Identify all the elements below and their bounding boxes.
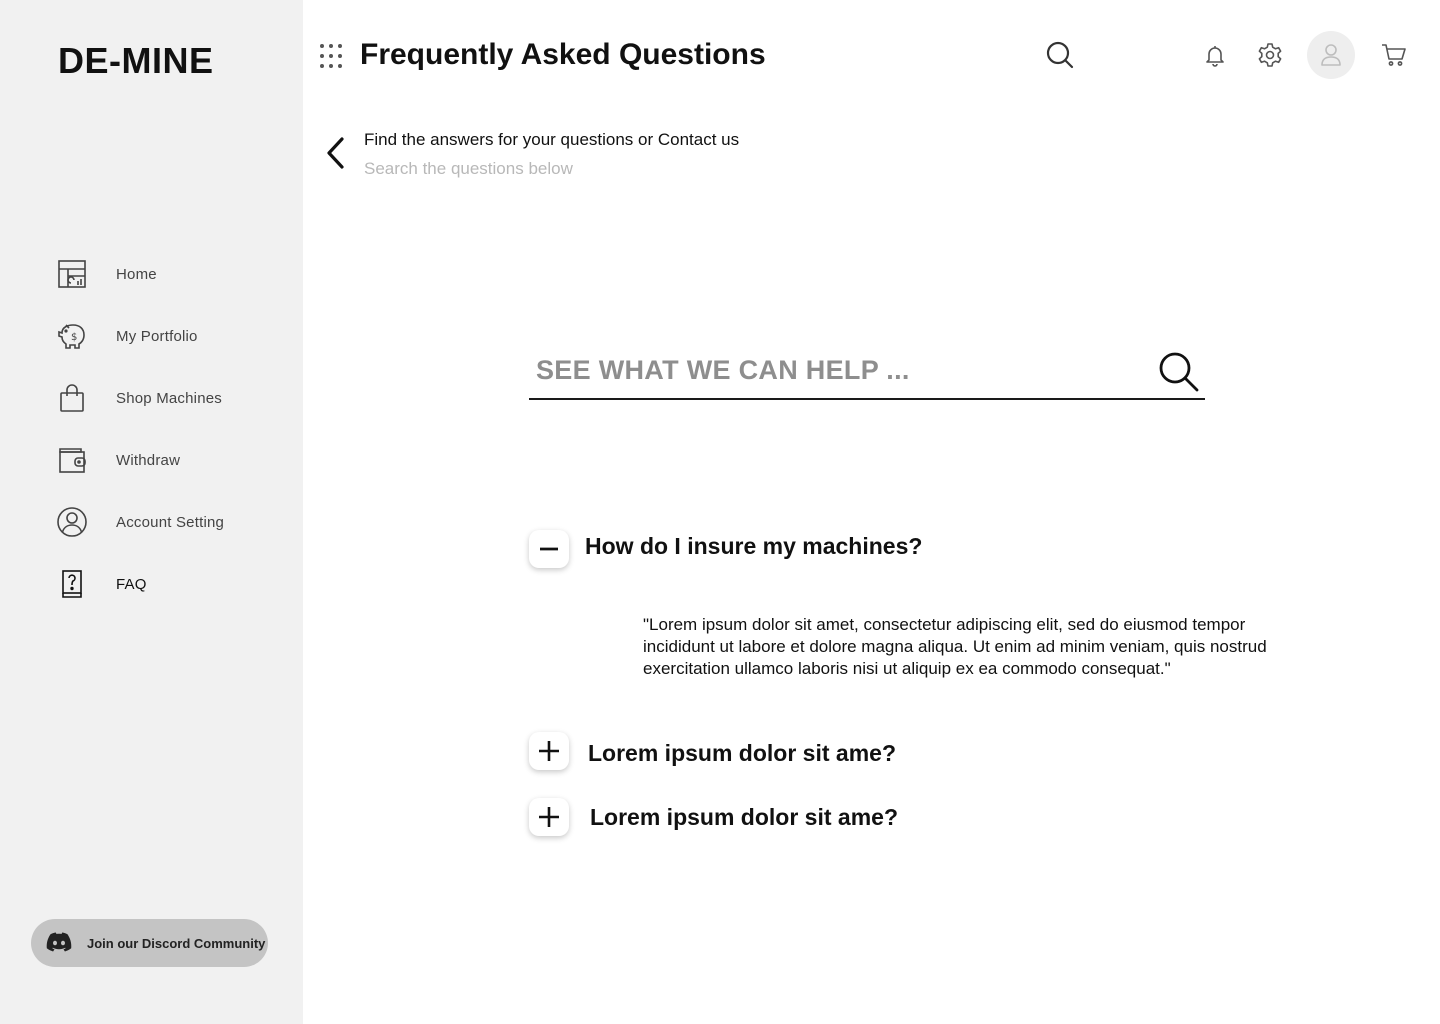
sidebar-item-home[interactable] [56, 248, 276, 300]
top-bar [303, 0, 1440, 110]
sidebar-item-label: FAQ [116, 575, 147, 593]
shopping-bag-icon [56, 382, 88, 414]
sidebar-item-shop-machines[interactable] [56, 372, 276, 424]
faq-search-input[interactable] [529, 348, 1139, 392]
faq-question[interactable]: Lorem ipsum dolor sit ame? [588, 740, 896, 766]
user-avatar-button[interactable] [1307, 31, 1355, 79]
back-chevron-icon[interactable] [323, 136, 349, 170]
faq-question[interactable]: How do I insure my machines? [585, 533, 923, 559]
piggy-bank-icon [56, 320, 88, 352]
sidebar-item-account-setting[interactable] [56, 496, 276, 548]
search-icon[interactable] [1045, 40, 1075, 70]
collapse-toggle-button[interactable] [529, 530, 569, 568]
discord-community-button[interactable] [31, 919, 268, 967]
intro-heading: Find the answers for your questions or Contact us [364, 130, 740, 149]
discord-button-label: Join our Discord Community [87, 935, 266, 951]
brand-logo[interactable]: DE-MINE [58, 40, 214, 81]
sidebar-item-my-portfolio[interactable] [56, 310, 276, 362]
discord-icon [46, 931, 72, 955]
wallet-icon [56, 444, 88, 476]
sidebar-item-faq[interactable] [56, 558, 276, 610]
faq-answer: "Lorem ipsum dolor sit amet, consectetur adipiscing elit, sed do eiusmod tempor incididunt ut labore et dolore magna aliqua. Ut enim ad minim veniam, quis nostrud exercitation ullamco laboris nisi ut aliquip ex ea commodo consequat." [643, 615, 1267, 678]
plus-icon [538, 806, 560, 828]
apps-grid-icon[interactable] [319, 43, 343, 69]
gear-icon[interactable] [1257, 42, 1283, 68]
user-icon [1320, 43, 1342, 67]
minus-icon [539, 539, 559, 559]
svg-text:$: $ [71, 332, 78, 343]
search-icon[interactable] [1157, 350, 1201, 394]
question-book-icon [56, 568, 88, 600]
bell-icon[interactable] [1203, 43, 1227, 67]
cart-icon[interactable] [1381, 42, 1407, 68]
sidebar-item-label: My Portfolio [116, 327, 198, 345]
sidebar-item-withdraw[interactable] [56, 434, 276, 486]
sidebar-item-label: Home [116, 265, 157, 283]
sidebar-item-label: Shop Machines [116, 389, 222, 407]
faq-question[interactable]: Lorem ipsum dolor sit ame? [590, 804, 898, 830]
user-circle-icon [56, 506, 88, 538]
plus-icon [538, 740, 560, 762]
expand-toggle-button[interactable] [529, 798, 569, 836]
page-title: Frequently Asked Questions [360, 38, 766, 71]
faq-search-bar [529, 340, 1205, 400]
intro-hint: Search the questions below [364, 159, 573, 178]
sidebar-item-label: Account Setting [116, 513, 225, 531]
sidebar [0, 0, 303, 1024]
sidebar-item-label: Withdraw [116, 451, 181, 469]
expand-toggle-button[interactable] [529, 732, 569, 770]
dashboard-icon [56, 258, 88, 290]
